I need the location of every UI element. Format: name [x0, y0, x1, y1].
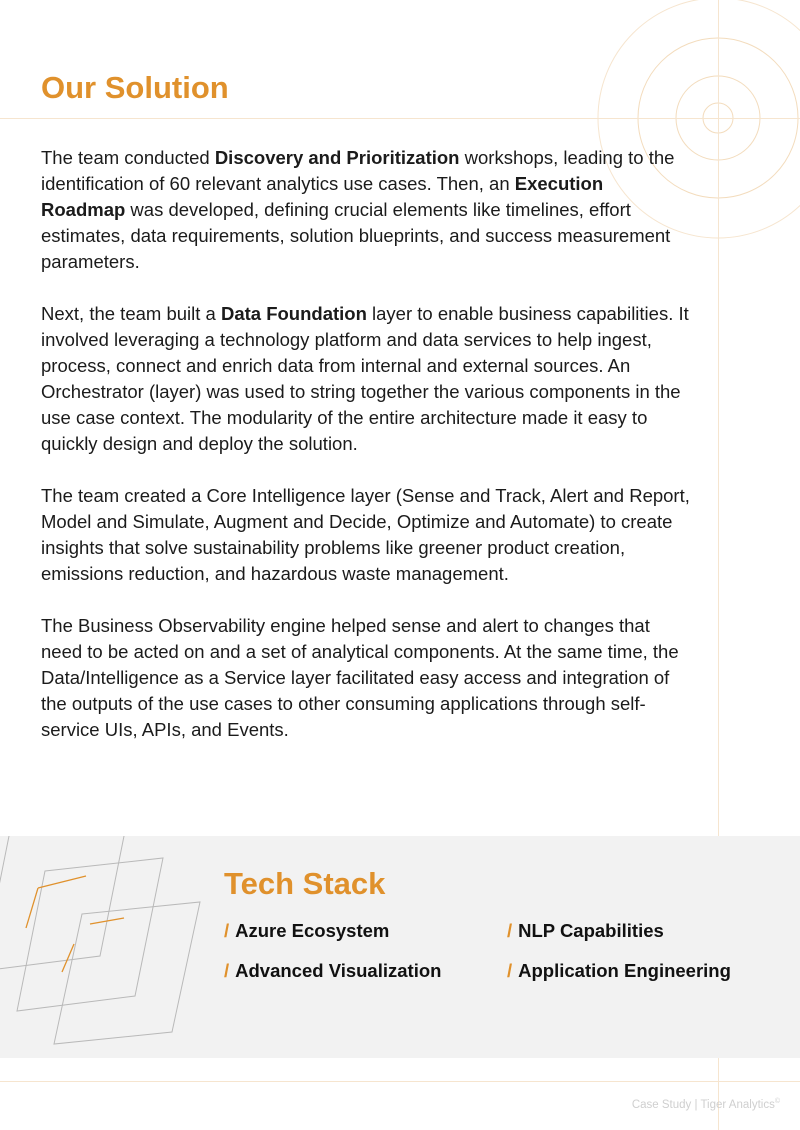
- parallelogram-decoration: [0, 836, 230, 1058]
- tech-item-azure-ecosystem: / Azure Ecosystem: [224, 920, 390, 941]
- footer-text: Case Study | Tiger Analytics: [631, 1098, 775, 1111]
- text-segment: was developed, defining crucial elements like timelines, effort estimates, data requirements, solution blueprints, and success measurement parameters.: [41, 199, 671, 272]
- page-title: Our Solution: [41, 70, 229, 105]
- text-segment: layer to enable business capabilities. It involved leveraging a technology platform and data services to help ingest, process, connect and enrich data from internal and external sources. An Orchestrator (layer) was used to string together the various components in the use case context. The modularity of the entire architecture made it easy to quickly design and deploy the solution.: [41, 303, 689, 454]
- tech-stack-section: [0, 836, 800, 1058]
- footer-divider-line: [0, 1081, 800, 1082]
- tech-item-nlp-capabilities: / NLP Capabilities: [507, 920, 664, 941]
- slash-bullet: /: [224, 920, 230, 941]
- bold-phrase: Execution Roadmap: [41, 173, 604, 220]
- text-segment: The team created a Core Intelligence layer (Sense and Track, Alert and Report, Model and Simulate, Augment and Decide, Optimize and Automate) to create insights that solve sustainability problems like greener product creation, emissions reduction, and hazardous waste management.: [41, 485, 690, 584]
- text-segment: The team conducted: [41, 147, 215, 168]
- tech-item-application-engineering: / Application Engineering: [507, 960, 731, 981]
- tech-item-advanced-visualization: / Advanced Visualization: [224, 960, 442, 981]
- slash-bullet: /: [507, 960, 513, 981]
- copyright-mark: ©: [774, 1098, 780, 1105]
- text-segment: Next, the team built a: [41, 303, 221, 324]
- paragraph-1: [41, 145, 691, 275]
- right-guide-line-lower: [718, 1058, 719, 1130]
- slash-bullet: /: [224, 960, 230, 981]
- paragraph-3: [41, 483, 691, 587]
- paragraph-2: [41, 301, 691, 457]
- solution-body: [41, 145, 691, 769]
- text-segment: The Business Observability engine helped sense and alert to changes that need to be acted on and a set of analytical components. At the same time, the Data/Intelligence as a Service layer facilitated easy access and integration of the outputs of the use cases to other consuming applications through self-service UIs, APIs, and Events.: [41, 615, 679, 740]
- paragraph-4: [41, 613, 691, 743]
- right-guide-line: [718, 0, 719, 836]
- slash-bullet: /: [507, 920, 513, 941]
- footer-credit: [632, 1098, 780, 1111]
- tech-stack-title: Tech Stack: [224, 866, 386, 901]
- bold-phrase: Discovery and Prioritization: [214, 147, 460, 168]
- top-divider-line: [0, 118, 800, 119]
- bold-phrase: Data Foundation: [220, 303, 367, 324]
- text-segment: workshops, leading to the identification of 60 relevant analytics use cases. Then, an: [41, 147, 675, 194]
